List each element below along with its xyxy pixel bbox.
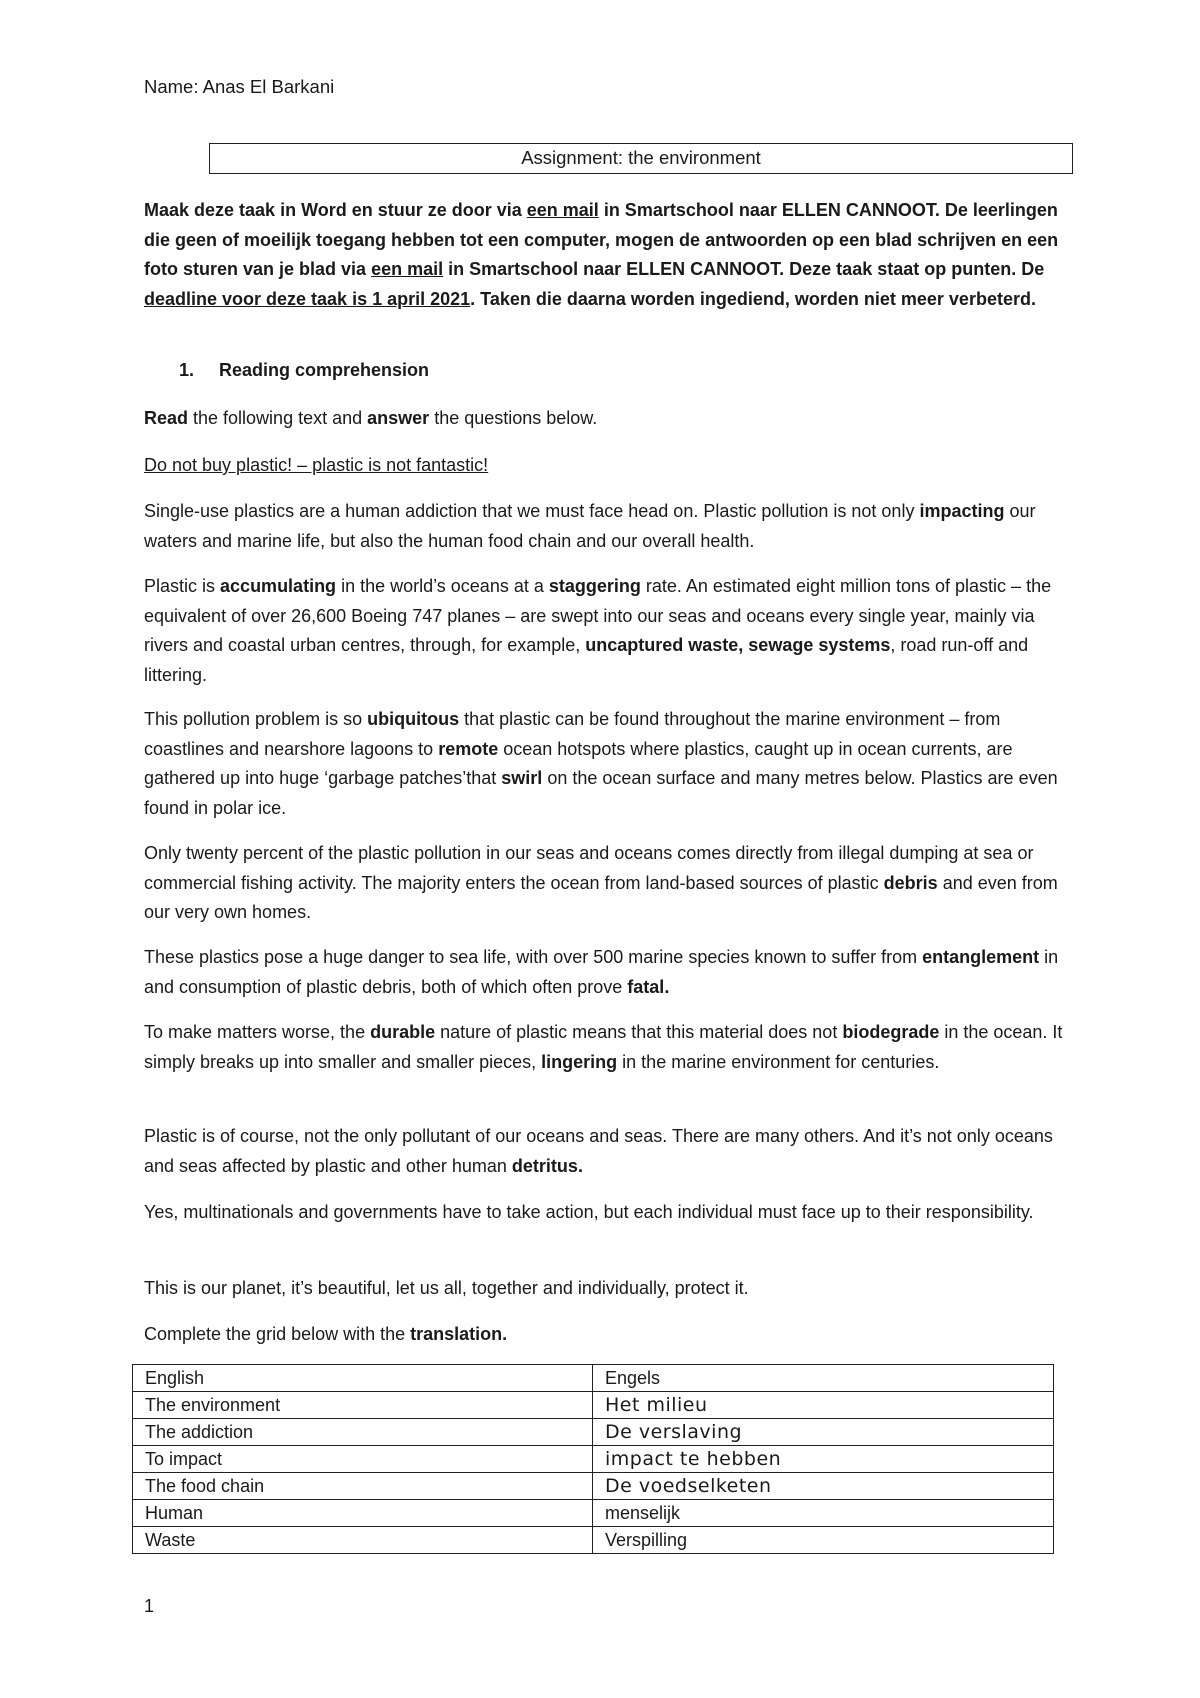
p1-c: our waters and marine life, but also the human food chain and our overall health.: [144, 501, 1036, 551]
p2-e: rate. An estimated eight million tons of plastic – the equivalent of over 26,600 Boeing 747 planes – are swept into our seas and oceans every single year, mainly via rivers and coastal urban centres, through, for example,: [144, 576, 1052, 655]
grid-header-engels: Engels: [593, 1365, 1054, 1392]
instruction-read: Read: [144, 408, 189, 428]
grid-cell-answer[interactable]: menselijk: [593, 1500, 1054, 1527]
p2-i: , road run-off and littering.: [144, 635, 1029, 685]
p1-a: Single-use plastics are a human addiction that we must face head on. Plastic pollution is not only: [144, 501, 920, 521]
grid-instruction-c: .: [502, 1324, 508, 1344]
intro-text-3: in Smartschool naar ELLEN CANNOOT. Deze taak staat op punten. De: [443, 259, 1045, 279]
grid-cell-english: The addiction: [133, 1419, 593, 1446]
p5-d: fatal: [627, 976, 665, 997]
grid-cell-answer[interactable]: De verslaving: [593, 1419, 1054, 1446]
translation-grid: [132, 1364, 1054, 1554]
page-number: 1: [144, 1596, 155, 1616]
grid-cell-answer[interactable]: Het milieu: [593, 1392, 1054, 1419]
grid-cell-english: To impact: [133, 1446, 593, 1473]
p6-c: nature of plastic means that this material does not: [435, 1022, 843, 1042]
deadline-text: deadline voor deze taak is 1 april 2021: [144, 288, 471, 309]
instruction-text-1: the following text and: [188, 408, 368, 428]
grid-cell-answer[interactable]: De voedselketen: [593, 1473, 1054, 1500]
p6-g: in the marine environment for centuries.: [617, 1051, 940, 1072]
grid-row: [133, 1392, 1054, 1419]
grid-instruction-a: Complete the grid below with the: [144, 1324, 411, 1344]
instruction-text-2: the questions below.: [429, 408, 598, 428]
paragraph-6: [144, 1018, 1064, 1077]
grid-row: [133, 1446, 1054, 1473]
p3-f: swirl: [501, 768, 543, 788]
p7-b: detritus: [511, 1155, 578, 1176]
p2-g: ,: [738, 635, 749, 655]
article-title: [144, 451, 1064, 481]
p6-a: To make matters worse, the: [144, 1022, 371, 1042]
p5-a: These plastics pose a huge danger to sea life, with over 500 marine species known to suffer from: [144, 947, 923, 967]
instruction-line: [144, 404, 1064, 434]
p4-b: debris: [883, 872, 938, 893]
paragraph-4: [144, 839, 1064, 928]
grid-cell-english: The environment: [133, 1392, 593, 1419]
p2-a: Plastic is: [144, 576, 221, 596]
article-title-text: Do not buy plastic! – plastic is not fantastic!: [144, 455, 489, 475]
p3-b: ubiquitous: [367, 709, 460, 729]
grid-instruction: [144, 1320, 1064, 1350]
p2-d: staggering: [548, 576, 641, 596]
intro-text-4: . Taken die daarna worden ingediend, worden niet meer verbeterd.: [470, 288, 1036, 309]
p3-a: This pollution problem is so: [144, 709, 368, 729]
grid-row: [133, 1473, 1054, 1500]
paragraph-1: [144, 497, 1064, 556]
student-name: Name: Anas El Barkani: [144, 76, 335, 97]
grid-row: [133, 1500, 1054, 1527]
section-title: Reading comprehension: [219, 360, 430, 380]
p3-c: that plastic can be found throughout the marine environment – from coastlines and nearshore lagoons to: [144, 709, 1001, 759]
grid-cell-english: The food chain: [133, 1473, 593, 1500]
grid-cell-english: Waste: [133, 1527, 593, 1554]
p2-h: sewage systems: [748, 635, 891, 655]
p4-a: Only twenty percent of the plastic pollution in our seas and oceans comes directly from illegal dumping at sea or commercial fishing activity. The majority enters the ocean from land-based sources of plastic: [144, 843, 1034, 893]
grid-cell-answer[interactable]: impact te hebben: [593, 1446, 1054, 1473]
instruction-answer: answer: [367, 408, 430, 428]
p6-f: lingering: [541, 1051, 618, 1072]
p5-c: in and consumption of plastic debris, both of which often prove: [144, 947, 1059, 997]
intro-text-1: Maak deze taak in Word en stuur ze door via: [144, 200, 527, 220]
p4-c: and even from our very own homes.: [144, 872, 1058, 922]
p5-e: .: [664, 976, 670, 997]
p7-c: .: [577, 1155, 583, 1176]
grid-cell-english: Human: [133, 1500, 593, 1527]
paragraph-5: [144, 943, 1064, 1002]
grid-row: [133, 1419, 1054, 1446]
p6-b: durable: [370, 1022, 436, 1042]
p2-c: in the world’s oceans at a: [336, 576, 549, 596]
intro-paragraph: [144, 196, 1064, 314]
section-heading: [179, 360, 429, 381]
mail-link-1[interactable]: een mail: [526, 200, 599, 220]
paragraph-2: [144, 572, 1064, 690]
p6-d: biodegrade: [842, 1022, 940, 1042]
grid-header-english: English: [133, 1365, 593, 1392]
p3-d: remote: [438, 738, 499, 759]
grid-instruction-b: translation: [410, 1324, 503, 1344]
p5-b: entanglement: [922, 947, 1040, 967]
paragraph-9: This is our planet, it’s beautiful, let us all, together and individually, protect it.: [144, 1278, 749, 1298]
p3-g: on the ocean surface and many metres below. Plastics are even found in polar ice.: [144, 768, 1058, 818]
paragraph-8: Yes, multinationals and governments have to take action, but each individual must face up to their responsibility.: [144, 1202, 1034, 1222]
grid-row: [133, 1527, 1054, 1554]
p1-b: impacting: [919, 501, 1005, 521]
grid-header-row: [133, 1365, 1054, 1392]
p3-e: ocean hotspots where plastics, caught up in ocean currents, are gathered up into huge ‘garbage patches’that: [144, 738, 1013, 788]
intro-text-2: in Smartschool naar ELLEN CANNOOT. De leerlingen die geen of moeilijk toegang hebben tot een computer, mogen de antwoorden op een blad schrijven en een foto sturen van je blad via: [144, 200, 1059, 279]
section-number: 1.: [179, 360, 195, 380]
assignment-title: Assignment: the environment: [209, 143, 1073, 174]
mail-link-2[interactable]: een mail: [371, 259, 444, 279]
grid-cell-answer[interactable]: Verspilling: [593, 1527, 1054, 1554]
paragraph-7: [144, 1122, 1064, 1181]
p2-f: uncaptured waste: [585, 635, 739, 655]
p2-b: accumulating: [220, 576, 337, 596]
paragraph-3: [144, 705, 1064, 823]
p7-a: Plastic is of course, not the only pollutant of our oceans and seas. There are many others. And it’s not only oceans and seas affected by plastic and other human: [144, 1126, 1053, 1176]
p6-e: in the ocean. It simply breaks up into smaller and smaller pieces,: [144, 1022, 1063, 1072]
